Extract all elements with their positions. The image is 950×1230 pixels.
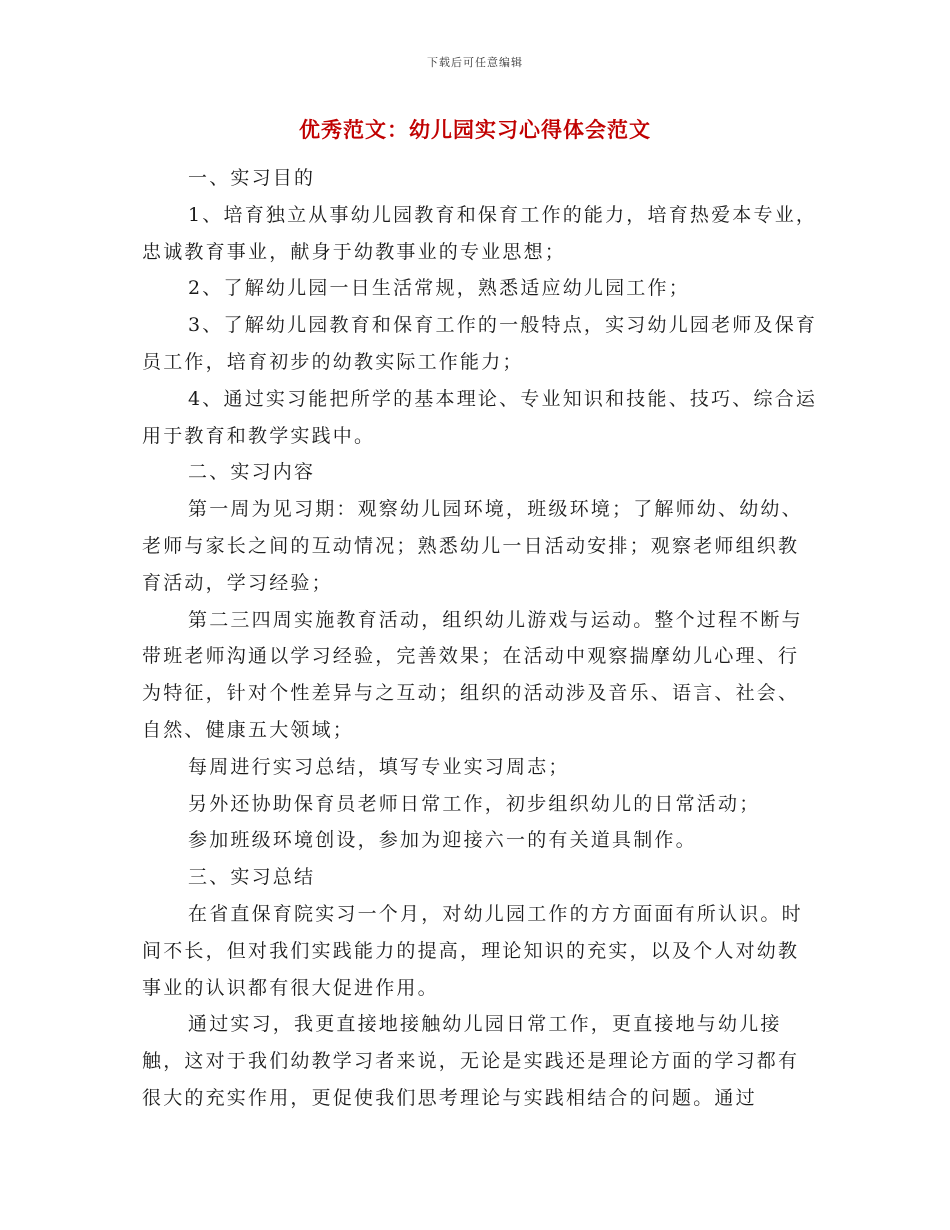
section-heading-purpose: 一、实习目的: [188, 167, 316, 189]
section-heading-content: 二、实习内容: [188, 461, 316, 484]
paragraph: 第一周为见习期：观察幼儿园环境，班级环境；了解师幼、幼幼、老师与家长之间的互动情况；熟悉幼儿一日活动安排；观察老师组织教育活动，学习经验；: [142, 498, 803, 594]
paragraph: 另外还协助保育员老师日常工作，初步组织幼儿的日常活动；: [188, 792, 761, 815]
paragraph: 3、了解幼儿园教育和保育工作的一般特点，实习幼儿园老师及保育员工作，培育初步的幼教实际工作能力；: [142, 314, 818, 373]
paragraph: 第二三四周实施教育活动，组织幼儿游戏与运动。整个过程不断与带班老师沟通以学习经验，完善效果；在活动中观察揣摩幼儿心理、行为特征，针对个性差异与之互动；组织的活动涉及音乐、语言、社会、自然、健康五大领域；: [142, 608, 803, 741]
paragraph: 4、通过实习能把所学的基本理论、专业知识和技能、技巧、综合运用于教育和教学实践中。: [142, 387, 818, 447]
paragraph: 每周进行实习总结，填写专业实习周志；: [188, 755, 570, 778]
document-body: [142, 160, 818, 1117]
paragraph: 1、培育独立从事幼儿园教育和保育工作的能力，培育热爱本专业，忠诚教育事业，献身于幼教事业的专业思想；: [142, 203, 818, 263]
header-note: 下载后可任意编辑: [427, 56, 523, 69]
paragraph: 2、了解幼儿园一日生活常规，熟悉适应幼儿园工作；: [188, 277, 690, 300]
section-heading-summary: 三、实习总结: [188, 866, 316, 889]
paragraph: 参加班级环境创设，参加为迎接六一的有关道具制作。: [188, 829, 697, 852]
paragraph: 在省直保育院实习一个月，对幼儿园工作的方方面面有所认识。时间不长，但对我们实践能力的提高，理论知识的充实，以及个人对幼教事业的认识都有很大促进作用。: [142, 902, 803, 999]
document-title: 优秀范文：幼儿园实习心得体会范文: [299, 117, 651, 142]
paragraph: 通过实习，我更直接地接触幼儿园日常工作，更直接地与幼儿接触，这对于我们幼教学习者来说，无论是实践还是理论方面的学习都有很大的充实作用，更促使我们思考理论与实践相结合的问题。通过: [142, 1013, 800, 1109]
